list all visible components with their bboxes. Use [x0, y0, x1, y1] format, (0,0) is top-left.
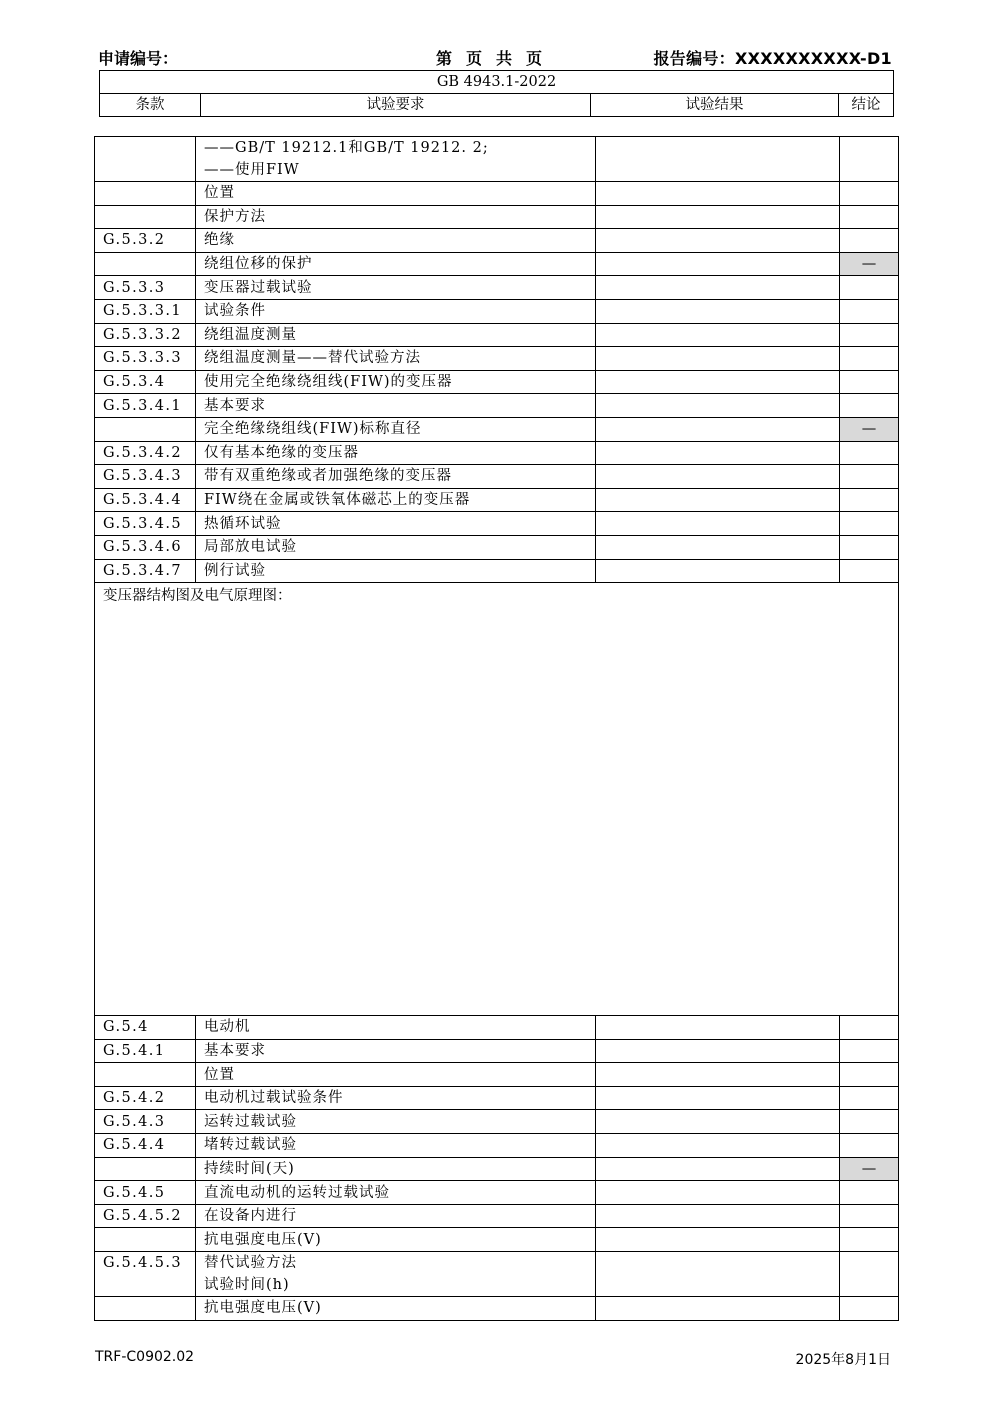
- table-row: [95, 1039, 899, 1063]
- requirement-cell: [196, 1110, 596, 1134]
- requirement-line: 绕组位移的保护: [204, 256, 313, 273]
- page-counter: 第页共页: [435, 49, 556, 68]
- conclusion-cell[interactable]: [840, 512, 899, 536]
- result-cell[interactable]: [596, 512, 840, 536]
- table-row: [95, 323, 899, 347]
- requirement-cell: [196, 465, 596, 489]
- requirement-line: 位置: [204, 185, 235, 202]
- clause-cell: [95, 205, 196, 229]
- clause-cell: G.5.3.4.1: [95, 394, 196, 418]
- table-row: [95, 1157, 899, 1181]
- requirement-line: 试验时间(h): [204, 1277, 290, 1294]
- result-cell[interactable]: [596, 1110, 840, 1134]
- table-row: [95, 1204, 899, 1228]
- table-row: [95, 370, 899, 394]
- conclusion-cell[interactable]: [840, 465, 899, 489]
- requirement-line: 基本要求: [204, 1042, 266, 1059]
- requirement-cell: [196, 1063, 596, 1087]
- result-cell[interactable]: [596, 1297, 840, 1321]
- clause-cell: G.5.4.5.3: [95, 1252, 196, 1297]
- clause-cell: G.5.3.2: [95, 229, 196, 253]
- form-number: TRF-C0902.02: [95, 1349, 195, 1365]
- result-cell[interactable]: [596, 137, 840, 182]
- conclusion-cell[interactable]: [840, 347, 899, 371]
- clause-cell: [95, 252, 196, 276]
- result-cell[interactable]: [596, 1134, 840, 1158]
- requirement-line: 抗电强度电压(V): [204, 1231, 322, 1248]
- table-row: [95, 1228, 899, 1252]
- requirement-cell: [196, 1086, 596, 1110]
- requirement-cell: [196, 276, 596, 300]
- conclusion-cell[interactable]: [840, 1297, 899, 1321]
- requirement-cell: [196, 1297, 596, 1321]
- clause-cell: G.5.3.4.7: [95, 559, 196, 583]
- table-row: [95, 252, 899, 276]
- result-cell[interactable]: [596, 229, 840, 253]
- requirement-line: 局部放电试验: [204, 539, 297, 556]
- conclusion-cell[interactable]: —: [840, 252, 899, 276]
- result-cell[interactable]: [596, 1204, 840, 1228]
- report-no: 报告编号：XXXXXXXXXX-D1: [653, 49, 892, 68]
- clause-cell: [95, 1157, 196, 1181]
- clause-cell: [95, 137, 196, 182]
- clause-cell: G.5.3.4.3: [95, 465, 196, 489]
- result-cell[interactable]: [596, 252, 840, 276]
- conclusion-cell[interactable]: [840, 1134, 899, 1158]
- clause-cell: G.5.4.5.2: [95, 1204, 196, 1228]
- requirement-cell: [196, 512, 596, 536]
- column-header-clause: 条款: [100, 94, 201, 117]
- requirement-cell: [196, 1228, 596, 1252]
- application-no-label: 申请编号：: [98, 49, 179, 68]
- conclusion-cell[interactable]: [840, 1181, 899, 1205]
- clause-cell: G.5.3.4.4: [95, 488, 196, 512]
- requirement-line: ——使用FIW: [204, 162, 300, 178]
- result-cell[interactable]: [596, 1181, 840, 1205]
- requirement-cell: [196, 1157, 596, 1181]
- clause-cell: [95, 1063, 196, 1087]
- requirement-cell: [196, 1016, 596, 1040]
- requirement-cell: [196, 323, 596, 347]
- requirement-cell: [196, 1181, 596, 1205]
- conclusion-cell[interactable]: —: [840, 417, 899, 441]
- result-cell[interactable]: [596, 1252, 840, 1297]
- requirement-cell: [196, 137, 596, 182]
- result-cell[interactable]: [596, 394, 840, 418]
- requirement-cell: [196, 559, 596, 583]
- requirement-line: 持续时间(天): [204, 1160, 295, 1177]
- transformer-diagram-area: [95, 583, 899, 1016]
- requirement-line: 替代试验方法: [204, 1255, 297, 1272]
- table-row: [95, 1297, 899, 1321]
- conclusion-cell[interactable]: [840, 323, 899, 347]
- requirement-line: ——GB/T 19212.1和GB/T 19212. 2;: [204, 140, 489, 156]
- requirement-cell: [196, 1252, 596, 1297]
- table-row: [95, 1134, 899, 1158]
- requirement-line: 在设备内进行: [204, 1208, 297, 1225]
- table-row: [95, 229, 899, 253]
- conclusion-cell[interactable]: [840, 205, 899, 229]
- conclusion-cell[interactable]: [840, 1110, 899, 1134]
- conclusion-cell[interactable]: [840, 488, 899, 512]
- conclusion-cell[interactable]: [840, 1086, 899, 1110]
- requirement-cell: [196, 1039, 596, 1063]
- requirement-cell: [196, 535, 596, 559]
- result-cell[interactable]: [596, 1016, 840, 1040]
- requirement-line: 变压器过载试验: [204, 279, 313, 296]
- clause-cell: G.5.3.3.1: [95, 299, 196, 323]
- conclusion-cell[interactable]: [840, 1252, 899, 1297]
- column-header-conclusion: 结论: [839, 94, 894, 117]
- requirement-line: 绝缘: [204, 232, 235, 249]
- result-cell[interactable]: [596, 347, 840, 371]
- requirement-line: 电动机过载试验条件: [204, 1090, 344, 1107]
- requirement-cell: [196, 347, 596, 371]
- table-row: [95, 417, 899, 441]
- conclusion-cell[interactable]: [840, 1039, 899, 1063]
- column-header-result: 试验结果: [591, 94, 839, 117]
- standard-code: GB 4943.1-2022: [100, 71, 894, 94]
- requirement-line: FIW绕在金属或铁氧体磁芯上的变压器: [204, 492, 471, 509]
- requirement-cell: [196, 182, 596, 206]
- requirement-line: 保护方法: [204, 208, 266, 225]
- requirement-line: 电动机: [204, 1019, 251, 1036]
- diagram-label: 变压器结构图及电气原理图：: [103, 588, 292, 605]
- conclusion-cell[interactable]: —: [840, 1157, 899, 1181]
- result-cell[interactable]: [596, 299, 840, 323]
- result-cell[interactable]: [596, 535, 840, 559]
- clause-cell: G.5.3.3.3: [95, 347, 196, 371]
- result-cell[interactable]: [596, 1157, 840, 1181]
- requirement-line: 仅有基本绝缘的变压器: [204, 444, 359, 461]
- requirement-line: 完全绝缘绕组线(FIW)标称直径: [204, 421, 422, 438]
- result-cell[interactable]: [596, 441, 840, 465]
- requirement-cell: [196, 299, 596, 323]
- table-row: [95, 1181, 899, 1205]
- requirement-line: 堵转过载试验: [204, 1137, 297, 1154]
- requirement-line: 绕组温度测量——替代试验方法: [204, 350, 421, 367]
- conclusion-cell[interactable]: [840, 137, 899, 182]
- result-cell[interactable]: [596, 1063, 840, 1087]
- table-row: [95, 299, 899, 323]
- conclusion-cell[interactable]: [840, 535, 899, 559]
- clause-cell: G.5.4.4: [95, 1134, 196, 1158]
- standard-header-table: [99, 70, 894, 117]
- requirement-line: 直流电动机的运转过载试验: [204, 1184, 390, 1201]
- result-cell[interactable]: [596, 323, 840, 347]
- requirement-cell: [196, 1204, 596, 1228]
- result-cell[interactable]: [596, 276, 840, 300]
- test-items-table: [94, 136, 899, 1321]
- requirement-cell: [196, 370, 596, 394]
- column-header-requirement: 试验要求: [201, 94, 591, 117]
- conclusion-cell[interactable]: [840, 1016, 899, 1040]
- requirement-cell: [196, 205, 596, 229]
- table-row: [95, 137, 899, 182]
- requirement-line: 绕组温度测量: [204, 326, 297, 343]
- table-row: [95, 1252, 899, 1297]
- table-row: [95, 488, 899, 512]
- table-row: [95, 1086, 899, 1110]
- clause-cell: [95, 1297, 196, 1321]
- table-row: [95, 1110, 899, 1134]
- requirement-line: 带有双重绝缘或者加强绝缘的变压器: [204, 468, 452, 485]
- requirement-line: 使用完全绝缘绕组线(FIW)的变压器: [204, 374, 453, 391]
- table-row: [95, 441, 899, 465]
- table-row: [95, 394, 899, 418]
- result-cell[interactable]: [596, 182, 840, 206]
- requirement-cell: [196, 417, 596, 441]
- table-row: [95, 347, 899, 371]
- clause-cell: [95, 417, 196, 441]
- result-cell[interactable]: [596, 559, 840, 583]
- result-cell[interactable]: [596, 417, 840, 441]
- table-row: [95, 512, 899, 536]
- result-cell[interactable]: [596, 370, 840, 394]
- conclusion-cell[interactable]: [840, 299, 899, 323]
- clause-cell: G.5.4: [95, 1016, 196, 1040]
- requirement-line: 抗电强度电压(V): [204, 1300, 322, 1317]
- form-date: 2025年8月1日: [795, 1352, 891, 1368]
- conclusion-cell[interactable]: [840, 370, 899, 394]
- conclusion-cell[interactable]: [840, 394, 899, 418]
- clause-cell: G.5.3.3.2: [95, 323, 196, 347]
- requirement-cell: [196, 1134, 596, 1158]
- requirement-cell: [196, 252, 596, 276]
- table-row: [95, 559, 899, 583]
- requirement-line: 位置: [204, 1066, 235, 1083]
- requirement-line: 热循环试验: [204, 515, 282, 532]
- conclusion-cell[interactable]: [840, 1228, 899, 1252]
- clause-cell: G.5.3.4.6: [95, 535, 196, 559]
- conclusion-cell[interactable]: [840, 559, 899, 583]
- table-row: [95, 1063, 899, 1087]
- result-cell[interactable]: [596, 1228, 840, 1252]
- requirement-line: 试验条件: [204, 303, 266, 320]
- requirement-line: 基本要求: [204, 397, 266, 414]
- table-row: [95, 1016, 899, 1040]
- requirement-cell: [196, 229, 596, 253]
- clause-cell: G.5.3.4.5: [95, 512, 196, 536]
- clause-cell: G.5.3.3: [95, 276, 196, 300]
- requirement-cell: [196, 441, 596, 465]
- clause-cell: G.5.3.4: [95, 370, 196, 394]
- conclusion-cell[interactable]: [840, 276, 899, 300]
- clause-cell: G.5.4.1: [95, 1039, 196, 1063]
- requirement-cell: [196, 394, 596, 418]
- clause-cell: G.5.4.2: [95, 1086, 196, 1110]
- result-cell[interactable]: [596, 465, 840, 489]
- result-cell[interactable]: [596, 488, 840, 512]
- result-cell[interactable]: [596, 1039, 840, 1063]
- clause-cell: [95, 182, 196, 206]
- clause-cell: [95, 1228, 196, 1252]
- requirement-line: 运转过载试验: [204, 1113, 297, 1130]
- clause-cell: G.5.3.4.2: [95, 441, 196, 465]
- conclusion-cell[interactable]: [840, 441, 899, 465]
- conclusion-cell[interactable]: [840, 1063, 899, 1087]
- clause-cell: G.5.4.5: [95, 1181, 196, 1205]
- result-cell[interactable]: [596, 205, 840, 229]
- conclusion-cell[interactable]: [840, 229, 899, 253]
- clause-cell: G.5.4.3: [95, 1110, 196, 1134]
- result-cell[interactable]: [596, 1086, 840, 1110]
- conclusion-cell[interactable]: [840, 1204, 899, 1228]
- requirement-cell: [196, 488, 596, 512]
- requirement-line: 例行试验: [204, 562, 266, 579]
- conclusion-cell[interactable]: [840, 182, 899, 206]
- table-row: [95, 465, 899, 489]
- table-row: [95, 182, 899, 206]
- table-row: [95, 205, 899, 229]
- table-row: [95, 535, 899, 559]
- table-row: [95, 276, 899, 300]
